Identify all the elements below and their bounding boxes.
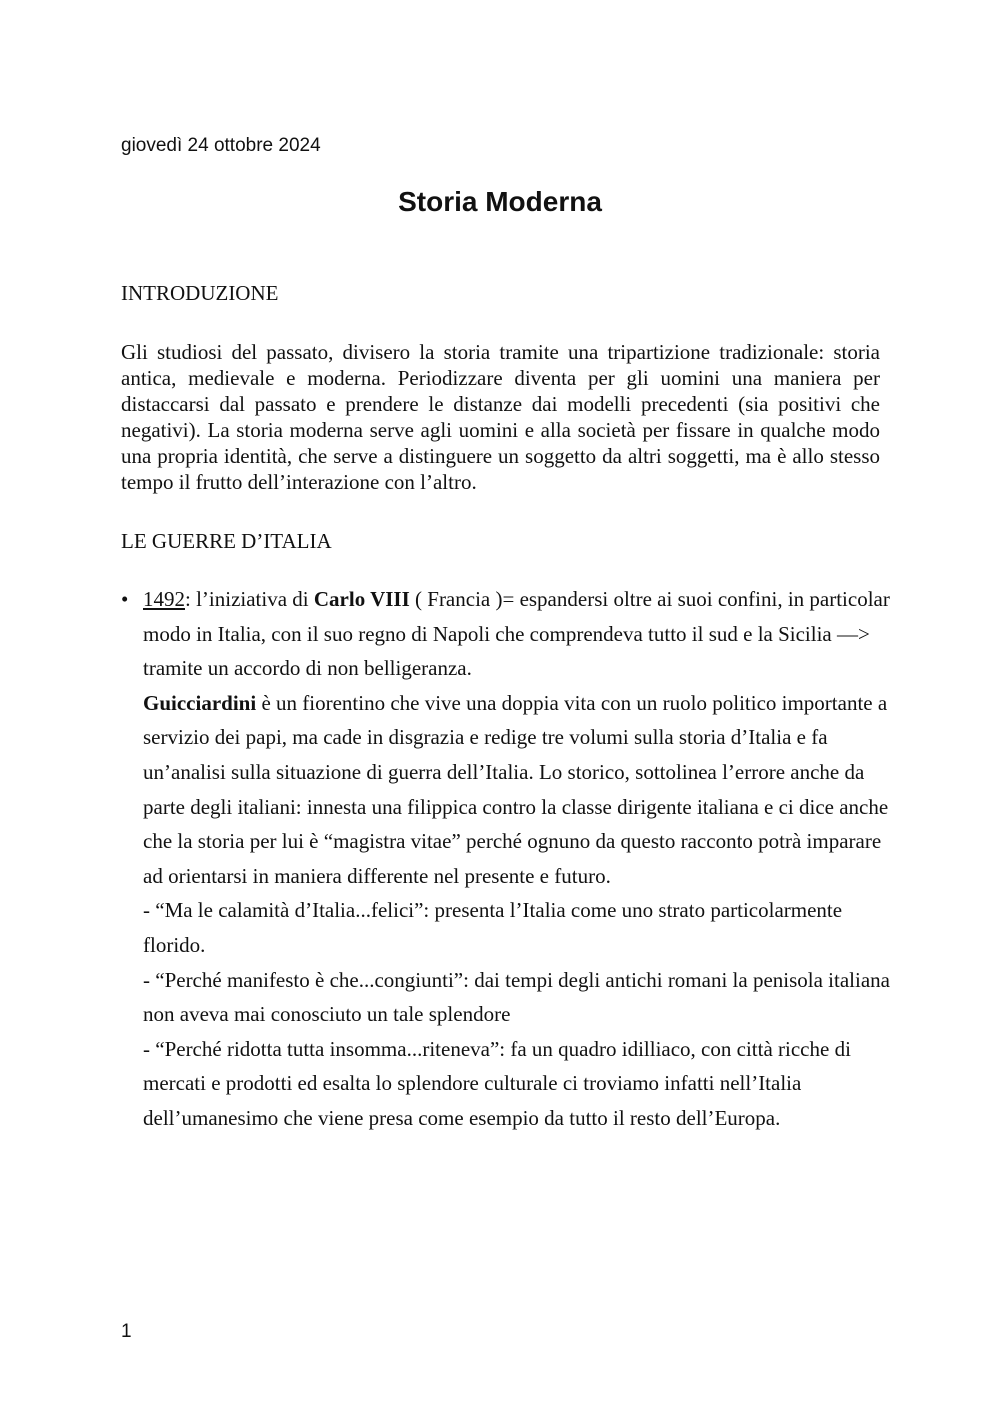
- bullet-list-item: [121, 582, 891, 1136]
- text-segment: è un fiorentino che vive una doppia vita con un ruolo politico importante a servizio dei papi, ma cade in disgrazia e redige tre volumi sulla storia d’Italia e fa un’analisi sulla situazione di guerra dell’Italia. Lo storico, sottolinea l’errore anche da parte degli italiani: innesta una filippica contro la classe dirigente italiana e ci dice anche che la storia per lui è “magistra vitae” perché ognuno da questo racconto potrà imparare ad orientarsi in maniera differente nel presente e futuro.: [143, 690, 889, 888]
- intro-paragraph: Gli studiosi del passato, divisero la storia tramite una tripartizione tradizionale: storia antica, medievale e moderna. Periodizzare diventa per gli uomini una maniera per distaccarsi dal passato e prendere le distanze dai modelli precedenti (sia positivi che negativi). La storia moderna serve agli uomini e alla società per fissare in qualche modo una propria identità, che serve a distinguere un soggetto da altri soggetti, ma è allo stesso tempo il frutto dell’interazione con l’altro.: [121, 340, 880, 494]
- guicciardini-paragraph: [143, 686, 891, 894]
- person-guicciardini: Guicciardini: [143, 690, 257, 715]
- text-segment: ( Francia )= espandersi oltre ai suoi confini, in particolar modo in Italia, con il suo regno di Napoli che comprendeva tutto il sud e la Sicilia —> tramite un accordo di non belligeranza.: [143, 587, 890, 681]
- bullet-body: [143, 582, 891, 1136]
- person-carlo-viii: Carlo VIII: [313, 587, 410, 611]
- text-segment: : l’iniziativa di: [185, 587, 314, 611]
- carlo-viii-paragraph: [143, 582, 891, 686]
- section-heading-guerre-italia: LE GUERRE D’ITALIA: [121, 529, 332, 553]
- page-number: 1: [121, 1321, 132, 1342]
- quote-line: - “Perché manifesto è che...congiunti”: dai tempi degli antichi romani la penisola italiana non aveva mai conosciuto un tale splendore: [143, 967, 890, 1027]
- page-title: Storia Moderna: [398, 186, 602, 217]
- document-date: giovedì 24 ottobre 2024: [121, 135, 321, 156]
- quote-line: - “Ma le calamità d’Italia...felici”: presenta l’Italia come uno strato particolarmente florido.: [143, 898, 843, 957]
- bullet-icon: •: [121, 587, 129, 611]
- quote-line: - “Perché ridotta tutta insomma...riteneva”: fa un quadro idilliaco, con città ricche di mercati e prodotti ed esalta lo splendore culturale ci troviamo infatti nell’Italia dell’umanesimo che viene presa come esempio da tutto il resto dell’Europa.: [143, 1036, 851, 1130]
- year-1492: 1492: [143, 587, 185, 611]
- section-heading-introduzione: INTRODUZIONE: [121, 281, 279, 305]
